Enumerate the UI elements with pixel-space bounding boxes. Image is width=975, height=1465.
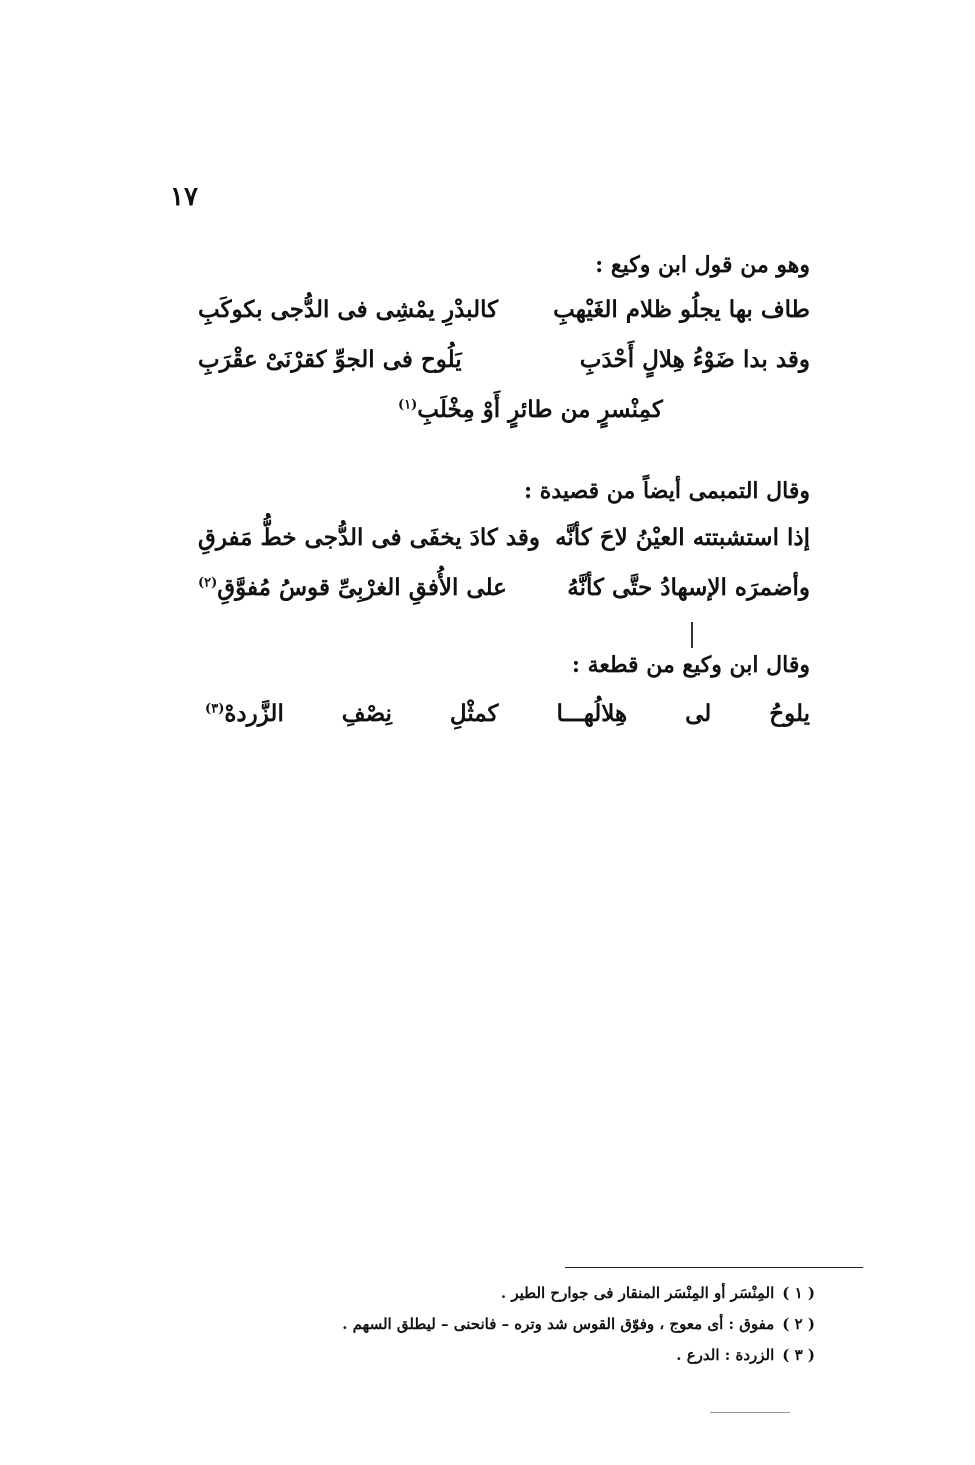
verse-tail-text: كمِنْسرٍ من طائرٍ أَوْ مِخْلَبِ	[417, 396, 663, 423]
verse-first-hemistich: إذا استشبتته العيْنُ لاحَ كأنَّه	[555, 524, 810, 551]
verse-second-hemistich: يَلُوح فى الجوِّ كقرْنَىْ عقْرَبِ	[198, 346, 462, 373]
footnote-divider	[565, 1267, 863, 1268]
spread-verse-line	[205, 700, 810, 740]
page-bottom-mark	[710, 1412, 790, 1413]
verse-second-hemistich-text: على الأُفقِ الغرْبِىِّ قوسُ مُفوَّقِ	[217, 574, 507, 601]
section-2-intro: وقال التمبمى أيضاً من قصيدة :	[524, 478, 810, 504]
verse-second-hemistich	[198, 574, 507, 601]
page-number: ١٧	[170, 182, 198, 212]
verse-first-hemistich: طاف بها يجلُو ظلام الغَيْهبِ	[553, 296, 810, 323]
footnote-text: مفوق : أى معوج ، وفوّق القوس شد وتره – فانحنى – ليطلق السهم .	[342, 1315, 775, 1333]
footnote-number: ( ٢ )	[782, 1315, 815, 1333]
verse-first-hemistich: وأضمرَه الإسهادُ حتَّى كأنَّهُ	[567, 574, 810, 601]
verse-second-hemistich: كالبدْرِ يمْشِى فى الدُّجى بكوكَبِ	[198, 296, 499, 323]
footnote-item	[342, 1340, 815, 1371]
footnote-text: الزردة : الدرع .	[676, 1346, 775, 1364]
verse-line	[198, 296, 810, 336]
section-1-intro: وهو من قول ابن وكيع :	[595, 252, 810, 278]
footnotes	[342, 1278, 815, 1371]
verse-second-hemistich: وقد كادَ يخفَى فى الدُّجى خطُّ مَفرقِ	[198, 524, 541, 551]
spread-word: يلوحُ	[769, 700, 810, 727]
section-3-intro: وقال ابن وكيع من قطعة :	[571, 652, 810, 678]
spread-word: هِلالُهـــا	[556, 700, 628, 727]
spread-word: كمثْلِ	[449, 700, 499, 727]
footnote-number: ( ١ )	[782, 1284, 815, 1302]
footnote-item	[342, 1278, 815, 1309]
footnote-item	[342, 1309, 815, 1340]
spread-word: الزَّردهْ	[224, 700, 284, 727]
footnote-text: المِنْسَر أو المِنْسَر المنقار فى جوارح الطير .	[500, 1284, 775, 1302]
footnote-ref-2: (٢)	[198, 575, 218, 591]
verse-tail-line	[398, 396, 663, 423]
verse-line	[198, 574, 810, 614]
spread-word-last	[205, 700, 284, 740]
spread-word: نِصْفِ	[341, 700, 392, 727]
verse-line	[198, 346, 810, 386]
verse-first-hemistich: وقد بدا ضَوْءُ هِلالٍ أَحْدَبِ	[579, 346, 810, 373]
stray-mark	[691, 622, 693, 648]
footnote-ref-1: (١)	[398, 397, 418, 413]
footnote-number: ( ٣ )	[782, 1346, 815, 1364]
spread-word: لى	[685, 700, 712, 727]
footnote-ref-3: (٣)	[205, 701, 225, 717]
verse-line	[198, 524, 810, 564]
